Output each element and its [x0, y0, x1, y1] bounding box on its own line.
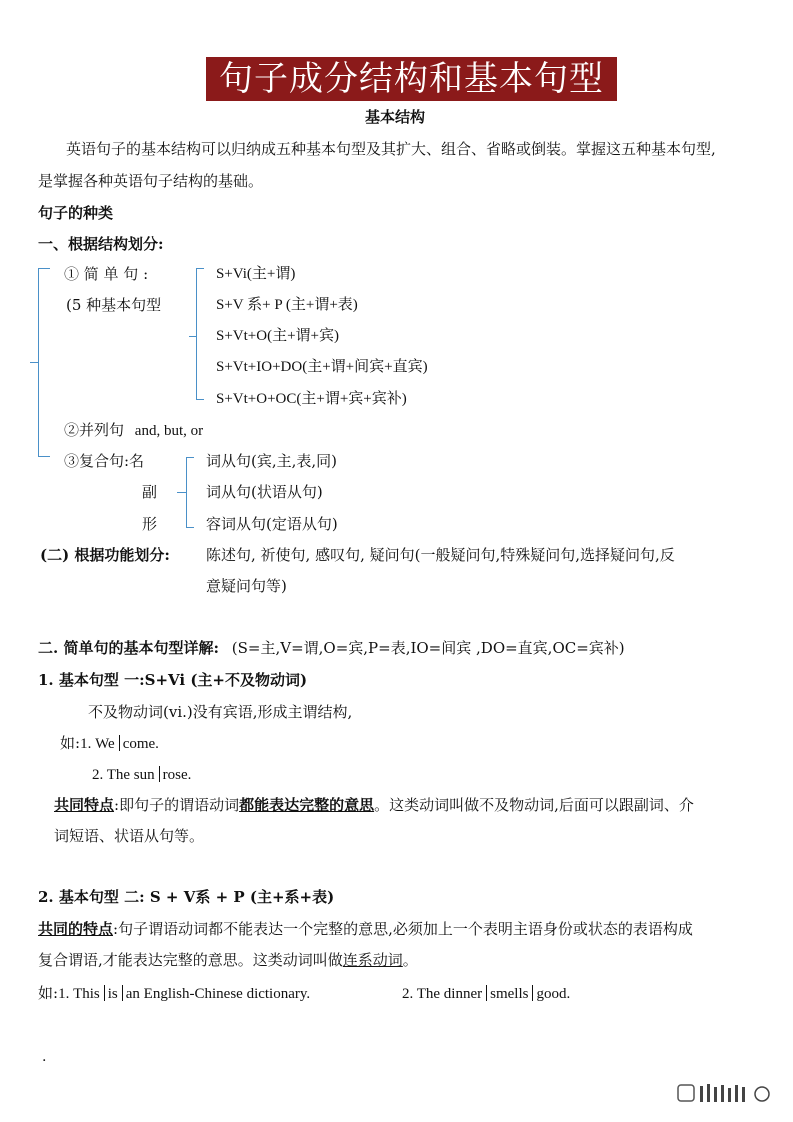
compound-sentence-label	[64, 421, 203, 440]
pattern-item: S+Vt+IO+DO(主+谓+间宾+直宾)	[216, 359, 428, 375]
pattern-2-example-2	[402, 984, 570, 1003]
complex-row-prefix: 副	[142, 483, 158, 501]
example-subject: 1. This	[58, 986, 100, 1002]
feature-label: 共同特点	[54, 796, 115, 814]
page-title: 句子成分结构和基本句型	[206, 57, 617, 101]
pattern-2-feature-line-2	[38, 951, 418, 969]
by-function-line-1: 陈述句, 祈使句, 感叹句, 疑问句(一般疑问句,特殊疑问句,选择疑问句,反	[206, 546, 675, 564]
complex-row-text: 容词从句(定语从句)	[206, 515, 338, 533]
pattern-item: S+Vt+O(主+谓+宾)	[216, 328, 340, 344]
feature-emphasis: 都能表达完整的意思	[239, 796, 375, 814]
intro-line-2: 是掌握各种英语句子结构的基础。	[38, 172, 264, 190]
example-predicative: an English-Chinese dictionary.	[125, 986, 311, 1002]
by-function-line-2: 意疑问句等)	[206, 577, 287, 595]
feature-text: :即句子的谓语动词	[114, 796, 240, 814]
watermark-logo-icon	[676, 1082, 776, 1106]
pattern-1-heading: 1. 基本句型 一:S+Vi (主+不及物动词)	[38, 671, 308, 689]
example-verb: smells	[490, 986, 529, 1002]
pattern-1-example-1	[60, 734, 159, 753]
divider-bar	[122, 985, 123, 1001]
section-2-heading: 二. 简单句的基本句型详解:	[38, 639, 219, 657]
divider-bar	[119, 735, 120, 751]
pattern-1-feature-line-2: 词短语、状语从句等。	[54, 827, 205, 845]
simple-sentence-label: ① 简 单 句 :	[64, 265, 149, 283]
subtitle: 基本结构	[365, 108, 426, 126]
complex-row-prefix: 形	[142, 515, 158, 533]
feature-text: 。	[402, 951, 418, 969]
complex-row-text: 词从句(宾,主,表,同)	[206, 452, 338, 470]
example-prefix: 如:	[60, 734, 81, 752]
trailing-dot: .	[42, 1049, 47, 1065]
intro-line-1: 英语句子的基本结构可以归纳成五种基本句型及其扩大、组合、省略或倒装。掌握这五种基本句型,	[66, 140, 716, 158]
feature-label: 共同的特点	[38, 920, 114, 938]
pattern-1-feature-line-1	[54, 796, 694, 814]
example-verb: come.	[122, 736, 159, 752]
complex-row-text: 词从句(状语从句)	[206, 483, 323, 501]
feature-text: 。这类动词叫做不及物动词,后面可以跟副词、介	[374, 796, 694, 814]
sentence-kinds-heading: 句子的种类	[38, 204, 114, 222]
example-prefix: 如:	[38, 984, 59, 1002]
pattern-2-feature-line-1	[38, 920, 693, 938]
compound-label: ②并列句	[64, 421, 125, 439]
divider-bar	[159, 766, 160, 782]
pattern-item: S+Vt+O+OC(主+谓+宾+宾补)	[216, 391, 407, 407]
divider-bar	[104, 985, 105, 1001]
feature-text: :句子谓语动词都不能表达一个完整的意思,必须加上一个表明主语身份或状态的表语构成	[113, 920, 693, 938]
pattern-2-heading: 2. 基本句型 二: S + V系 + P (主+系+表)	[38, 888, 335, 906]
pattern-item: S+Vi(主+谓)	[216, 266, 296, 282]
pattern-item: S+V 系+ P (主+谓+表)	[216, 297, 358, 313]
feature-emphasis: 连系动词	[342, 951, 403, 969]
pattern-1-description: 不及物动词(vi.)没有宾语,形成主谓结构,	[88, 703, 353, 721]
feature-text: 复合谓语,才能表达完整的意思。这类动词叫做	[38, 951, 343, 969]
by-structure-heading: 一、根据结构划分:	[38, 235, 164, 253]
example-verb: is	[107, 986, 118, 1002]
pattern-1-example-2	[92, 765, 191, 784]
pattern-2-example-1	[38, 984, 310, 1003]
example-predicative: good.	[536, 986, 571, 1002]
complex-sentence-label: ③复合句:名	[64, 452, 145, 470]
divider-bar	[532, 985, 533, 1001]
section-2-legend: (S=主,V=谓,O=宾,P=表,IO=间宾 ,DO=直宾,OC=宾补)	[231, 639, 625, 657]
example-subject: 2. The dinner	[402, 986, 483, 1002]
example-verb: rose.	[162, 767, 192, 783]
section-2-heading-row	[38, 639, 625, 657]
by-function-label: (二) 根据功能划分:	[40, 546, 170, 564]
simple-sentence-note: (5 种基本句型	[66, 296, 162, 314]
example-subject: 1. We	[80, 736, 115, 752]
example-subject: 2. The sun	[92, 767, 155, 783]
divider-bar	[486, 985, 487, 1001]
compound-words: and, but, or	[134, 423, 204, 439]
